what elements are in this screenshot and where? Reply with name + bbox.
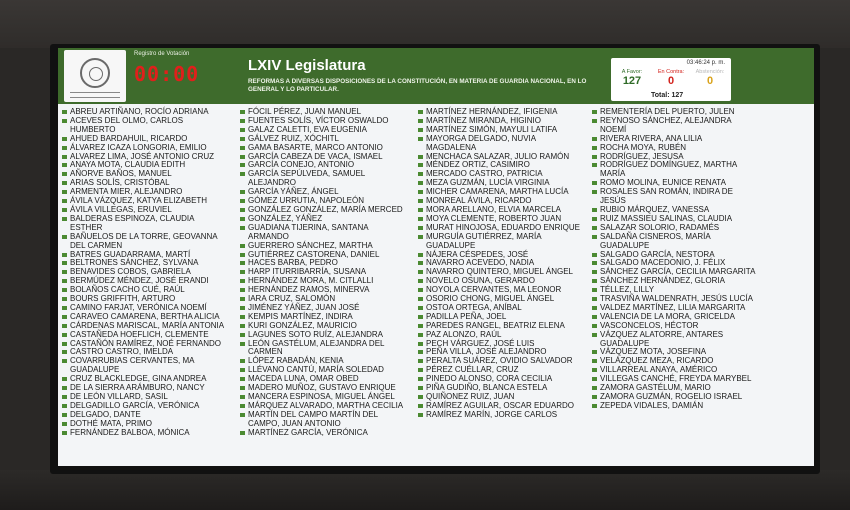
legislator-name: VALDEZ MARTÍNEZ, LILIA MARGARITA [592, 304, 762, 313]
legislator-name: PÉREZ CUÉLLAR, CRUZ [418, 366, 590, 375]
legislator-name: MURGUÍA GUTIÉRREZ, MARÍA [418, 233, 590, 242]
legislator-name: DELGADO, DANTE [62, 411, 238, 420]
legislator-column-2 [240, 108, 416, 438]
legislator-name: LEÓN GASTÉLUM, ALEJANDRA DEL [240, 340, 416, 349]
legislator-name-continued: MAGDALENA [426, 142, 477, 152]
favor-count: 127 [622, 75, 642, 87]
legislator-name: RUBIO MÁRQUEZ, VANESSA [592, 206, 762, 215]
legislator-name: SÁNCHEZ HERNÁNDEZ, GLORIA [592, 277, 762, 286]
header-bar [58, 48, 814, 104]
legislator-name: ZEPEDA VIDALES, DAMIÁN [592, 402, 762, 411]
logo-lines [70, 92, 120, 98]
legislator-name: SÁNCHEZ GARCÍA, CECILIA MARGARITA [592, 268, 762, 277]
legislator-name: CÁRDENAS MARISCAL, MARÍA ANTONIA [62, 322, 238, 331]
legislator-name: KURI GONZÁLEZ, MAURICIO [240, 322, 416, 331]
legislator-name: PAZ ALONZO, RAÚL [418, 331, 590, 340]
legislator-name-continued: GUADALUPE [70, 365, 120, 375]
legislator-name: RUIZ MASSIEU SALINAS, CLAUDIA [592, 215, 762, 224]
legislator-column-3 [418, 108, 590, 420]
vote-tally-box [611, 58, 731, 101]
legislator-name: VILLARREAL ANAYA, AMÉRICO [592, 366, 762, 375]
legislator-name: GONZÁLEZ GONZÁLEZ, MARÍA MERCED [240, 206, 416, 215]
registro-label: Registro de Votación [134, 51, 190, 57]
countdown-timer: 00:00 [134, 62, 200, 86]
legislator-name-continued: NOEMÍ [600, 124, 627, 134]
legislator-name: BOURS GRIFFITH, ARTURO [62, 295, 238, 304]
legislator-name: RIVERA RIVERA, ANA LILIA [592, 135, 762, 144]
room-background-top [0, 0, 850, 48]
legislator-name: ACEVES DEL OLMO, CARLOS [62, 117, 238, 126]
legislator-name: MANCERA ESPINOSA, MIGUEL ÁNGEL [240, 393, 416, 402]
legislator-name: BATRES GUADARRAMA, MARTÍ [62, 251, 238, 260]
legislator-column-1 [62, 108, 238, 438]
legislator-name: NOYOLA CERVANTES, MA LEONOR [418, 286, 590, 295]
legislator-name: BAÑUELOS DE LA TORRE, GEOVANNA [62, 233, 238, 242]
legislator-name: DELGADILLO GARCÍA, VERÓNICA [62, 402, 238, 411]
legislator-name: CASTRO CASTRO, IMELDA [62, 348, 238, 357]
legislator-name: HERNÁNDEZ MORA, M. CITLALLI [240, 277, 416, 286]
legislator-name: GAMA BASARTE, MARCO ANTONIO [240, 144, 416, 153]
legislator-name: MENCHACA SALAZAR, JULIO RAMÓN [418, 153, 590, 162]
legislator-name: GALAZ CALETTI, EVA EUGENIA [240, 126, 416, 135]
favor-tally [613, 69, 651, 87]
legislator-name-continued: CARMEN [248, 347, 283, 357]
legislator-name-continued: HUMBERTO [70, 124, 116, 134]
legislator-name: LAGUNES SOTO RUÍZ, ALEJANDRA [240, 331, 416, 340]
legislator-name: NOVELO OSUNA, GERARDO [418, 277, 590, 286]
legislator-name: AHUED BARDAHUIL, RICARDO [62, 135, 238, 144]
legislator-name-continued: ESTHER [70, 222, 103, 232]
legislator-name: FÓCIL PÉREZ, JUAN MANUEL [240, 108, 416, 117]
legislator-name: RAMÍREZ MARÍN, JORGE CARLOS [418, 411, 590, 420]
legislator-name: ÁVILA VILLEGAS, ERUVIEL [62, 206, 238, 215]
legislator-name: RODRÍGUEZ DOMÍNGUEZ, MARTHA [592, 161, 762, 170]
legislator-name: BENAVIDES COBOS, GABRIELA [62, 268, 238, 277]
legislator-name-continued: GUADALUPE [600, 338, 650, 348]
legislator-name: MICHER CAMARENA, MARTHA LUCÍA [418, 188, 590, 197]
legislator-name: VÁZQUEZ ALATORRE, ANTARES [592, 331, 762, 340]
legislator-name-continued: CAMPO, JUAN ANTONIO [248, 418, 341, 428]
legislator-name: REMENTERÍA DEL PUERTO, JULEN [592, 108, 762, 117]
legislator-name: NÁJERA CÉSPEDES, JOSÉ [418, 251, 590, 260]
abstencion-count: 0 [706, 75, 714, 87]
legislator-name: BERMÚDEZ MÉNDEZ, JOSÉ ERANDI [62, 277, 238, 286]
contra-tally [652, 69, 690, 87]
legislator-column-4 [592, 108, 762, 411]
legislator-name: MURAT HINOJOSA, EDUARDO ENRIQUE [418, 224, 590, 233]
vote-time: 03:46:24 p. m. [686, 60, 725, 66]
legislator-name: PECH VÁRGUEZ, JOSÉ LUIS [418, 340, 590, 349]
legislator-name: RAMÍREZ AGUILAR, OSCAR EDUARDO [418, 402, 590, 411]
legislator-name: COVARRUBIAS CERVANTES, MA [62, 357, 238, 366]
legislator-name: MOYA CLEMENTE, ROBERTO JUAN [418, 215, 590, 224]
abstencion-tally [691, 69, 729, 87]
legislator-name: PEÑA VILLA, JOSÉ ALEJANDRO [418, 348, 590, 357]
legislator-name: ROMO MOLINA, EUNICE RENATA [592, 179, 762, 188]
legislature-title: LXIV Legislatura [248, 57, 366, 74]
legislator-name: SALAZAR SOLORIO, RADAMÉS [592, 224, 762, 233]
legislator-name-continued: GUADALUPE [600, 240, 650, 250]
legislator-name: DOTHÉ MATA, PRIMO [62, 420, 238, 429]
legislator-name: MÉNDEZ ORTIZ, CASIMIRO [418, 161, 590, 170]
legislator-name: ROCHA MOYA, RUBÉN [592, 144, 762, 153]
legislator-name: GARCÍA YÁÑEZ, ÁNGEL [240, 188, 416, 197]
legislator-name: MONREAL ÁVILA, RICARDO [418, 197, 590, 206]
legislator-name: ZAMORA GUZMÁN, ROGELIO ISRAEL [592, 393, 762, 402]
legislator-name: BALDERAS ESPINOZA, CLAUDIA [62, 215, 238, 224]
legislator-name: QUIÑONEZ RUIZ, JUAN [418, 393, 590, 402]
legislator-name: GONZÁLEZ, YÁÑEZ [240, 215, 416, 224]
room-background-bottom [0, 470, 850, 510]
legislator-name: SALGADO MACEDONIO, J. FÉLIX [592, 259, 762, 268]
legislator-name: PAREDES RANGEL, BEATRIZ ELENA [418, 322, 590, 331]
legislator-name: GARCÍA SEPÚLVEDA, SAMUEL [240, 170, 416, 179]
legislator-columns [58, 108, 814, 464]
legislator-name: GÓMEZ URRUTIA, NAPOLEÓN [240, 197, 416, 206]
legislator-name: PADILLA PEÑA, JOEL [418, 313, 590, 322]
favor-label: A Favor: [621, 69, 643, 75]
legislator-name: GARCÍA CONEJO, ANTONIO [240, 161, 416, 170]
legislator-name: DE LA SIERRA ARÁMBURO, NANCY [62, 384, 238, 393]
vote-register-screen [58, 48, 814, 466]
legislator-name: GARCÍA CABEZA DE VACA, ISMAEL [240, 153, 416, 162]
legislator-name: GUADIANA TIJERINA, SANTANA [240, 224, 416, 233]
legislator-name: MARTÍN DEL CAMPO MARTÍN DEL [240, 411, 416, 420]
legislator-name: HARP ITURRIBARRÍA, SUSANA [240, 268, 416, 277]
contra-count: 0 [667, 75, 675, 87]
legislator-name: JIMÉNEZ YÁÑEZ, JUAN JOSÉ [240, 304, 416, 313]
legislator-name: BELTRONES SÁNCHEZ, SYLVANA [62, 259, 238, 268]
legislator-name-continued: ARMANDO [248, 231, 289, 241]
legislator-name: ANAYA MOTA, CLAUDIA EDITH [62, 161, 238, 170]
legislator-name: GÁLVEZ RUIZ, XÓCHITL [240, 135, 416, 144]
legislator-name: MAYORGA DELGADO, NUVIA [418, 135, 590, 144]
legislator-name: ALVAREZ LIMA, JOSÉ ANTONIO CRUZ [62, 153, 238, 162]
legislator-name: ABREU ARTIÑANO, ROCÍO ADRIANA [62, 108, 238, 117]
legislator-name: CASTAÑÓN RAMÍREZ, NOÉ FERNANDO [62, 340, 238, 349]
legislator-name: ROSALES SAN ROMÁN, INDIRA DE [592, 188, 762, 197]
legislator-name: MARTÍNEZ SIMÓN, MAYULI LATIFA [418, 126, 590, 135]
legislator-name: LÓPEZ RABADÁN, KENIA [240, 357, 416, 366]
legislator-name: REYNOSO SÁNCHEZ, ALEJANDRA [592, 117, 762, 126]
legislator-name: MARTÍNEZ HERNÁNDEZ, IFIGENIA [418, 108, 590, 117]
legislator-name: MÁRQUEZ ALVARADO, MARTHA CECILIA [240, 402, 416, 411]
legislator-name: ARMENTA MIER, ALEJANDRO [62, 188, 238, 197]
legislator-name: NAVARRO ACEVEDO, NADIA [418, 259, 590, 268]
legislator-name: CRUZ BLACKLEDGE, GINA ANDREA [62, 375, 238, 384]
legislator-name: VÁZQUEZ MOTA, JOSEFINA [592, 348, 762, 357]
legislator-name: HACES BARBA, PEDRO [240, 259, 416, 268]
national-seal-icon [80, 58, 110, 88]
contra-label: En Contra: [657, 69, 685, 75]
legislator-name: HERNÁNDEZ RAMOS, MINERVA [240, 286, 416, 295]
legislator-name: MERCADO CASTRO, PATRICIA [418, 170, 590, 179]
abstencion-label: Abstención: [695, 69, 725, 75]
legislator-name: PIÑA GUDIÑO, BLANCA ESTELA [418, 384, 590, 393]
legislator-name: TÉLLEZ, LILLY [592, 286, 762, 295]
legislator-name: MACEDA LUNA, OMAR OBED [240, 375, 416, 384]
legislator-name: VASCONCELOS, HÉCTOR [592, 322, 762, 331]
legislator-name: VELÁZQUEZ MEZA, RICARDO [592, 357, 762, 366]
legislator-name: SALGADO GARCÍA, NESTORA [592, 251, 762, 260]
legislator-name: PERALTA SUÁREZ, OVIDIO SALVADOR [418, 357, 590, 366]
legislator-name: GUTIÉRREZ CASTORENA, DANIEL [240, 251, 416, 260]
legislator-name: MORA ARELLANO, ELVIA MARCELA [418, 206, 590, 215]
motion-subtitle: REFORMAS A DIVERSAS DISPOSICIONES DE LA CONSTITUCIÓN, EN MATERIA DE GUARDIA NACIONAL, EN LO GENERAL Y LO PARTICULAR. [248, 78, 587, 93]
legislator-name: MADERO MUÑOZ, GUSTAVO ENRIQUE [240, 384, 416, 393]
legislator-name: ÁVILA VÁZQUEZ, KATYA ELIZABETH [62, 197, 238, 206]
legislator-name-continued: MARÍA [600, 169, 626, 179]
legislator-name: ZAMORA GASTÉLUM, MARIO [592, 384, 762, 393]
legislator-name: DE LEÓN VILLARD, SASIL [62, 393, 238, 402]
legislator-name-continued: GUADALUPE [426, 240, 476, 250]
legislator-name: AÑORVE BAÑOS, MANUEL [62, 170, 238, 179]
legislator-name: CASTAÑEDA HOEFLICH, CLEMENTE [62, 331, 238, 340]
legislator-name: TRASVIÑA WALDENRATH, JESÚS LUCÍA [592, 295, 762, 304]
legislator-name: CARAVEO CAMARENA, BERTHA ALICIA [62, 313, 238, 322]
legislator-name: ARIAS SOLÍS, CRISTÓBAL [62, 179, 238, 188]
total-count: Total: 127 [651, 92, 684, 99]
legislator-name: KEMPIS MARTÍNEZ, INDIRA [240, 313, 416, 322]
legislator-name: LLÉVANO CANTÚ, MARÍA SOLEDAD [240, 366, 416, 375]
legislator-name-continued: DEL CARMEN [70, 240, 123, 250]
legislator-name: GUERRERO SÁNCHEZ, MARTHA [240, 242, 416, 251]
legislator-name: IARA CRUZ, SALOMÓN [240, 295, 416, 304]
legislator-name: VALENCIA DE LA MORA, GRICELDA [592, 313, 762, 322]
legislator-name: OSTOA ORTEGA, ANÍBAL [418, 304, 590, 313]
legislator-name: BOLAÑOS CACHO CUÉ, RAÚL [62, 286, 238, 295]
legislator-name: PINEDO ALONSO, CORA CECILIA [418, 375, 590, 384]
camara-logo [64, 50, 126, 102]
legislator-name: NAVARRO QUINTERO, MIGUEL ÁNGEL [418, 268, 590, 277]
legislator-name: FUENTES SOLÍS, VÍCTOR OSWALDO [240, 117, 416, 126]
legislator-name: MARTÍNEZ MIRANDA, HIGINIO [418, 117, 590, 126]
legislator-name: SALDAÑA CISNEROS, MARÍA [592, 233, 762, 242]
legislator-name-continued: JESÚS [600, 196, 626, 206]
legislator-name: RODRÍGUEZ, JESUSA [592, 153, 762, 162]
legislator-name: VILLEGAS CANCHÉ, FREYDA MARYBEL [592, 375, 762, 384]
legislator-name: CAMINO FARJAT, VERÓNICA NOEMÍ [62, 304, 238, 313]
legislator-name-continued: ALEJANDRO [248, 178, 297, 188]
legislator-name: MEZA GUZMÁN, LUCÍA VIRGINIA [418, 179, 590, 188]
legislator-name: ÁLVAREZ ICAZA LONGORIA, EMILIO [62, 144, 238, 153]
legislator-name: FERNÁNDEZ BALBOA, MÓNICA [62, 429, 238, 438]
legislator-name: OSORIO CHONG, MIGUEL ÁNGEL [418, 295, 590, 304]
legislator-name: MARTÍNEZ GARCÍA, VERÓNICA [240, 429, 416, 438]
